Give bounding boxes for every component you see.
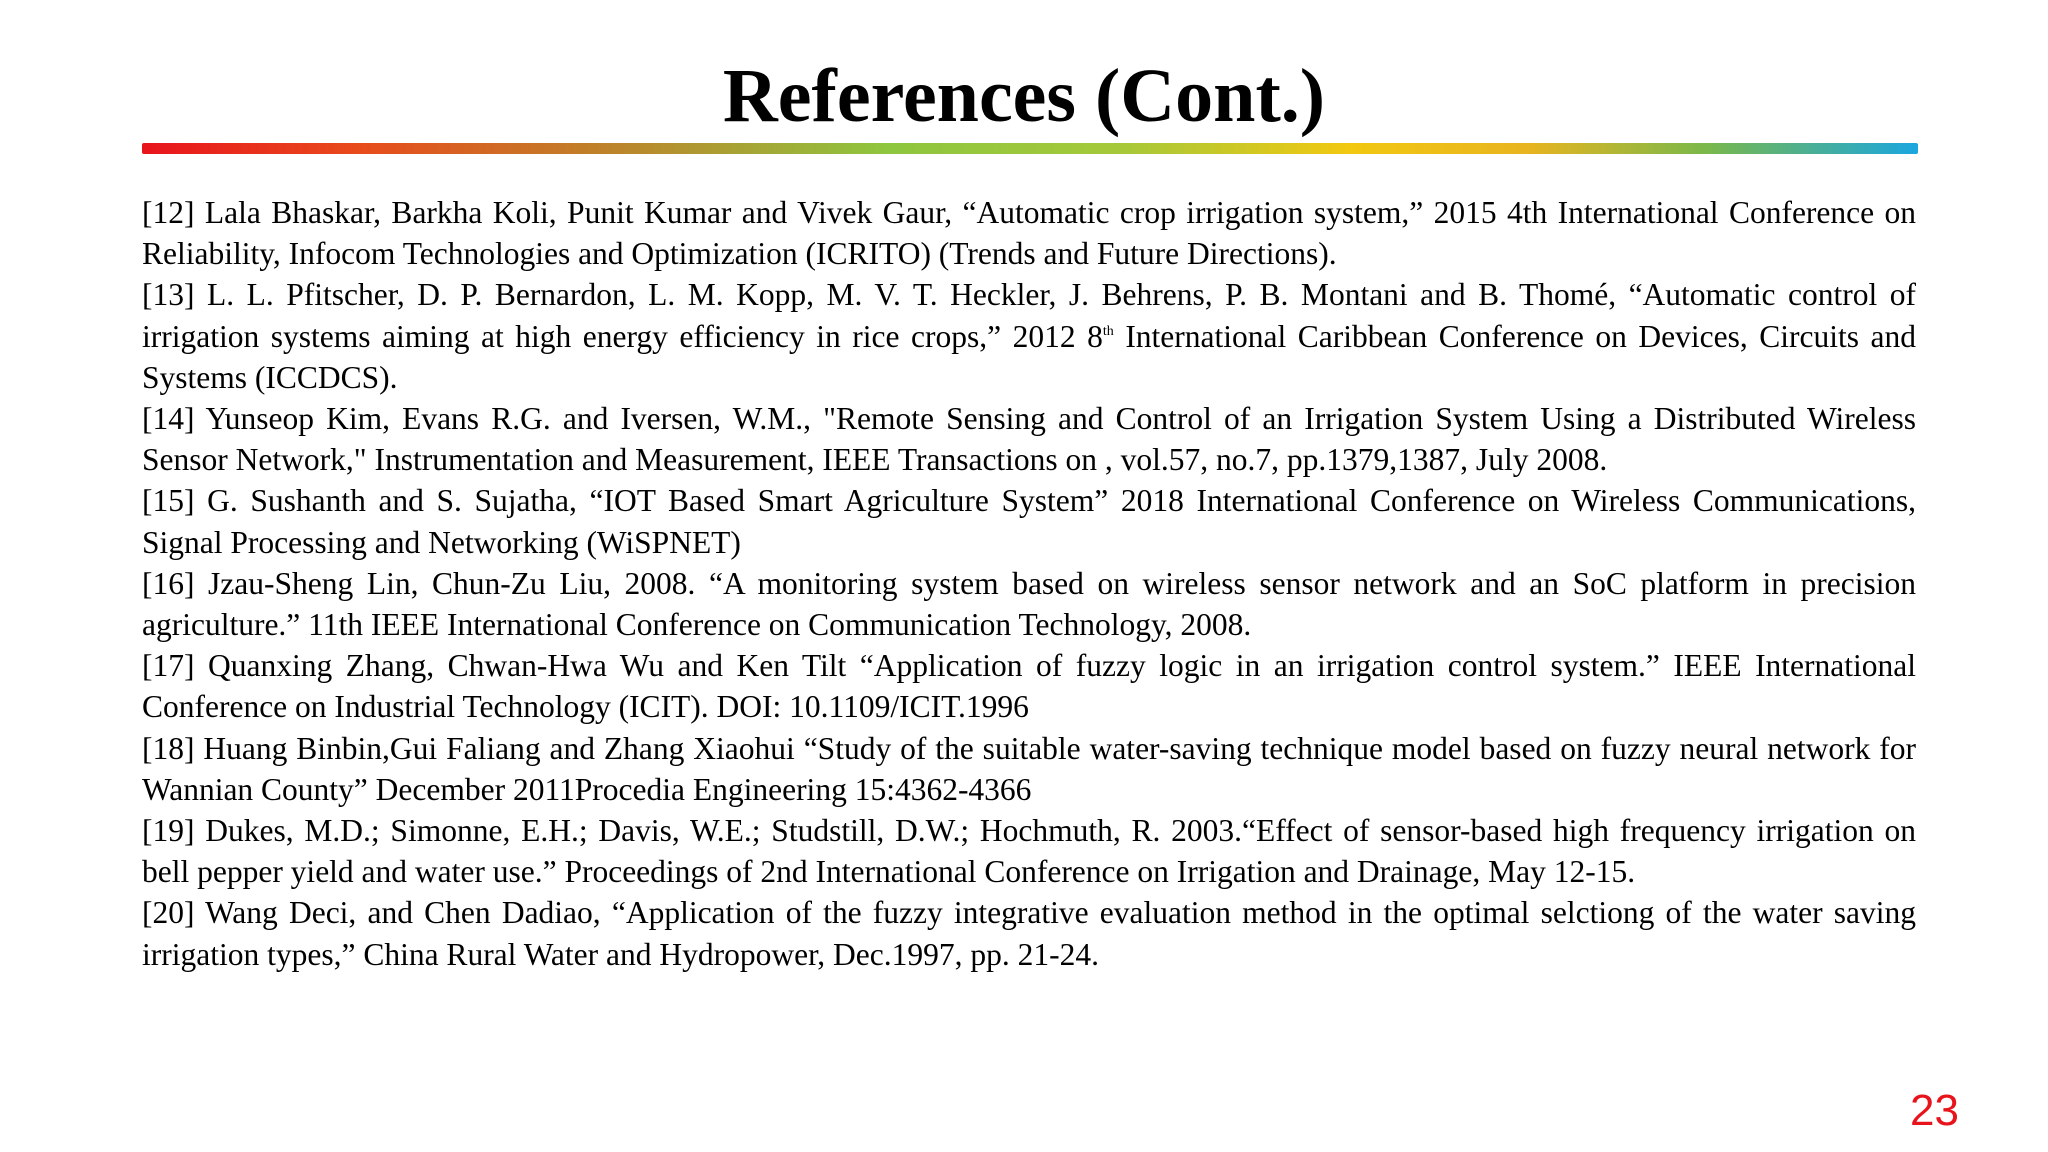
reference-item-18: [18] Huang Binbin,Gui Faliang and Zhang Xiaohui “Study of the suitable water-saving technique model based on fuzzy neural network for Wannian County” December 2011Procedia Engineering 15:4362-4366 xyxy=(142,730,1916,807)
reference-list xyxy=(142,192,1916,975)
reference-item-19: [19] Dukes, M.D.; Simonne, E.H.; Davis, W.E.; Studstill, D.W.; Hochmuth, R. 2003.“Effect of sensor-based high frequency irrigation on bell pepper yield and water use.” Proceedings of 2nd International Conference on Irrigation and Drainage, May 12-15. xyxy=(142,813,1916,890)
reference-13-text-end: International Caribbean Conference on Devices, Circuits and Systems (ICCDCS). xyxy=(142,318,1917,395)
reference-item-14: [14] Yunseop Kim, Evans R.G. and Iversen, W.M., "Remote Sensing and Control of an Irrigation System Using a Distributed Wireless Sensor Network," Instrumentation and Measurement, IEEE Transactions on , vol.57, no.7, pp.1379,1387, July 2008. xyxy=(142,401,1916,478)
reference-item-17: [17] Quanxing Zhang, Chwan-Hwa Wu and Ken Tilt “Application of fuzzy logic in an irrigation control system.” IEEE International Conference on Industrial Technology (ICIT). DOI: 10.1109/ICIT.1996 xyxy=(142,648,1916,725)
slide-title: References (Cont.) xyxy=(722,54,1326,138)
reference-item-16: [16] Jzau-Sheng Lin, Chun-Zu Liu, 2008. “A monitoring system based on wireless sensor network and an SoC platform in precision agriculture.” 11th IEEE International Conference on Communication Technology, 2008. xyxy=(142,565,1916,643)
page-number: 23 xyxy=(1910,1086,1959,1135)
reference-item-13 xyxy=(142,274,1916,398)
reference-item-15: [15] G. Sushanth and S. Sujatha, “IOT Based Smart Agriculture System” 2018 International Conference on Wireless Communications, Signal Processing and Networking (WiSPNET) xyxy=(142,483,1916,560)
reference-item-20: [20] Wang Deci, and Chen Dadiao, “Application of the fuzzy integrative evaluation method in the optimal selctiong of the water saving irrigation types,” China Rural Water and Hydropower, Dec.1997, pp. 21-24. xyxy=(142,895,1916,972)
reference-13-superscript: th xyxy=(1102,323,1114,339)
reference-item-12: [12] Lala Bhaskar, Barkha Koli, Punit Kumar and Vivek Gaur, “Automatic crop irrigation system,” 2015 4th International Conference on Reliability, Infocom Technologies and Optimization (ICRITO) (Trends and Future Directions). xyxy=(142,195,1916,272)
title-underline-bar xyxy=(142,143,1918,154)
reference-13-text-start: [13] L. L. Pfitscher, D. P. Bernardon, L. M. Kopp, M. V. T. Heckler, J. Behrens, P. B. Montani and B. Thomé, “Automatic control of irrigation systems aiming at high energy efficiency in rice crops,” 2012 8 xyxy=(142,277,1916,354)
